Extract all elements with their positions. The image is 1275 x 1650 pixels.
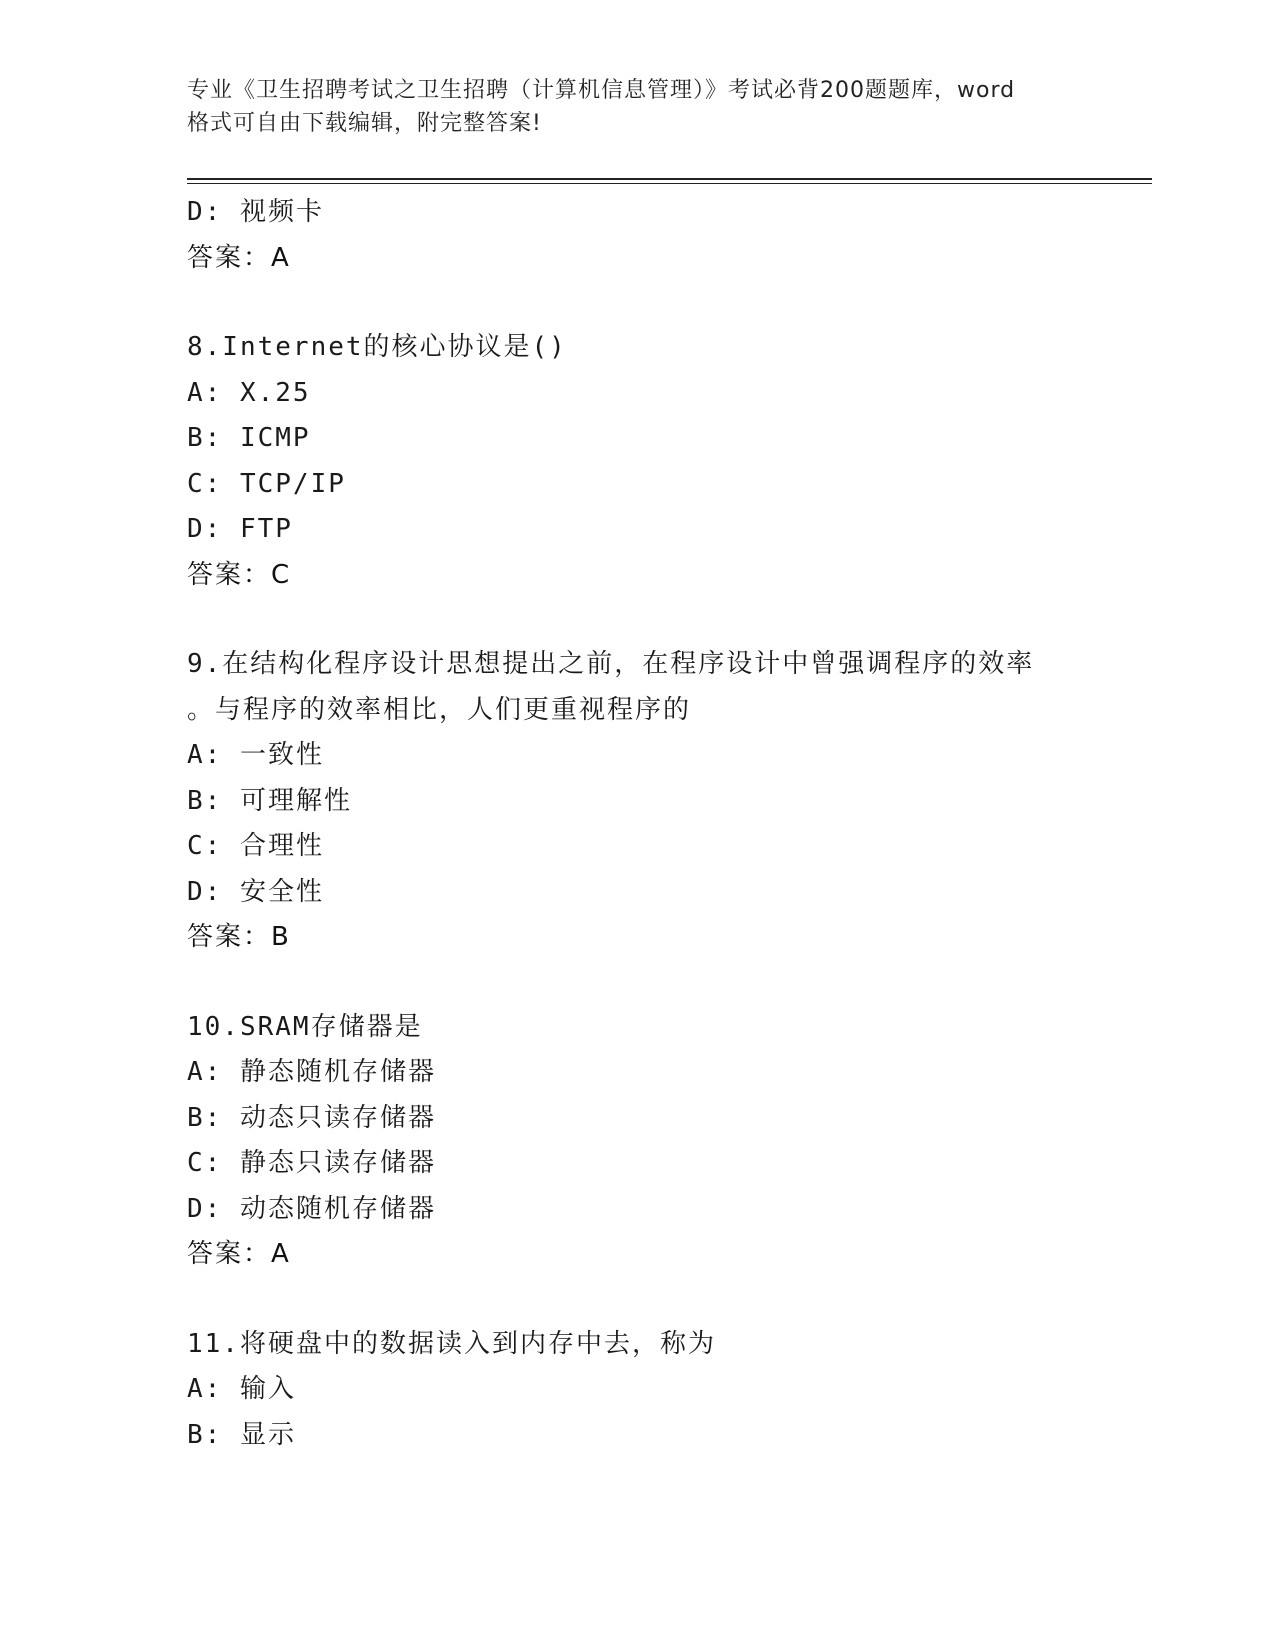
option-a: A: X.25 xyxy=(187,377,311,408)
header-divider-thick xyxy=(187,178,1152,180)
spacer xyxy=(187,598,1087,642)
header-divider-thin xyxy=(187,183,1152,184)
answer-line: 答案：A xyxy=(187,1239,291,1269)
option-c: C: 静态只读存储器 xyxy=(187,1148,436,1178)
answer-line: 答案：B xyxy=(187,922,291,952)
option-a: A: 一致性 xyxy=(187,740,324,770)
spacer xyxy=(187,1278,1087,1322)
option-d: D: 安全性 xyxy=(187,876,324,907)
option-a: A: 输入 xyxy=(187,1374,296,1404)
header-title-line-1: 专业《卫生招聘考试之卫生招聘（计算机信息管理）》考试必背200题题库，word xyxy=(187,78,1016,103)
question-block-9 xyxy=(187,642,1087,961)
document-header xyxy=(187,74,1087,140)
option-b: B: 显示 xyxy=(187,1419,296,1450)
option-b: B: 可理解性 xyxy=(187,785,352,816)
option-c: C: TCP/IP xyxy=(187,468,346,499)
question-block-11 xyxy=(187,1322,1087,1459)
header-title-line-2: 格式可自由下载编辑，附完整答案! xyxy=(187,111,542,136)
question-list xyxy=(187,190,1087,1458)
option-a: A: 静态随机存储器 xyxy=(187,1057,436,1087)
option-d: D: FTP xyxy=(187,514,293,544)
question-block-7 xyxy=(187,190,1087,281)
spacer xyxy=(187,281,1087,325)
question-block-8 xyxy=(187,325,1087,598)
question-stem: 8.Internet的核心协议是() xyxy=(187,332,567,362)
spacer xyxy=(187,961,1087,1005)
question-stem: 10.SRAM存储器是 xyxy=(187,1011,423,1042)
answer-line: 答案：C xyxy=(187,559,292,590)
option-c: C: 合理性 xyxy=(187,831,324,861)
option-b: B: ICMP xyxy=(187,423,311,453)
question-block-10 xyxy=(187,1005,1087,1278)
answer-line: 答案：A xyxy=(187,242,291,273)
option-b: B: 动态只读存储器 xyxy=(187,1102,436,1133)
question-stem: 11.将硬盘中的数据读入到内存中去，称为 xyxy=(187,1328,716,1359)
option-d: D: 视频卡 xyxy=(187,197,324,227)
question-stem-line-2: 。与程序的效率相比，人们更重视程序的 xyxy=(187,694,692,725)
question-stem-line-1: 9.在结构化程序设计思想提出之前，在程序设计中曾强调程序的效率 xyxy=(187,649,1035,679)
option-d: D: 动态随机存储器 xyxy=(187,1193,436,1224)
